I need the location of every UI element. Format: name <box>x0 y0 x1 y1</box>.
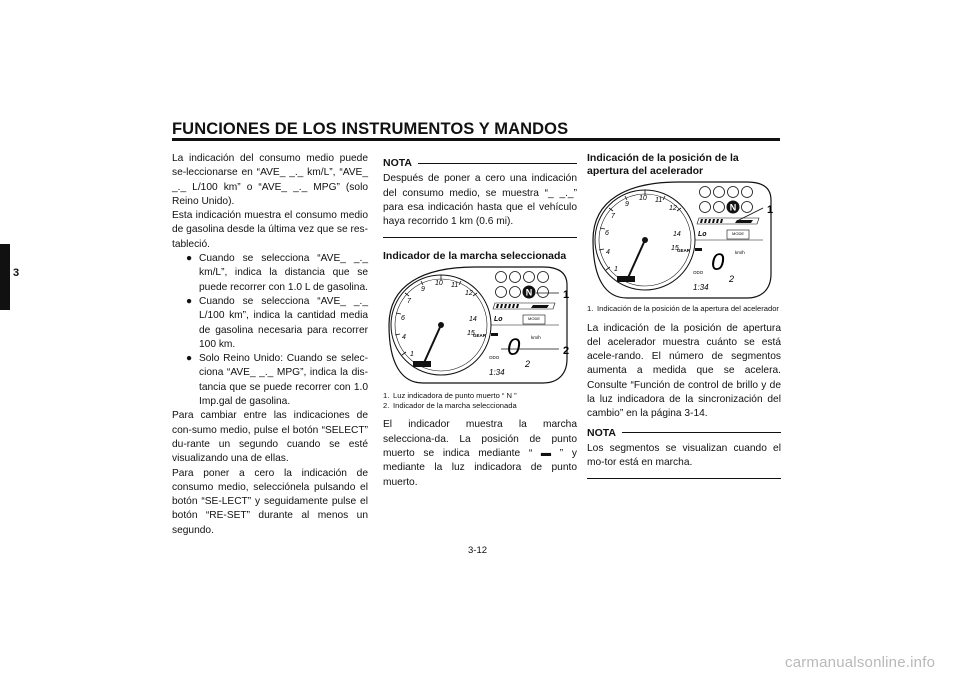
mode-label: MODE <box>528 316 540 322</box>
tach-number: 7 <box>611 213 615 220</box>
section-heading: Indicación de la posición de la apertura del acelerador <box>587 152 739 177</box>
nota-label: NOTA <box>383 157 412 169</box>
paragraph: Esta indicación muestra el consumo medio de gasolina desde la última vez que se res-tableció. <box>172 210 368 250</box>
tach-number: 6 <box>401 315 405 323</box>
clock: 1:34 <box>489 368 505 378</box>
callout-1: 1 <box>767 204 774 216</box>
odo-label: ODO <box>489 355 500 361</box>
tach-number: 9 <box>625 201 629 208</box>
tach-number: 14 <box>469 316 477 324</box>
bullet-text: Cuando se selecciona “AVE_ _._ km/L”, indica la distancia que se puede recorrer con 1.0 L de gasolina. <box>199 253 368 293</box>
instrument-panel <box>593 182 774 298</box>
gear-neutral-dash <box>695 248 702 251</box>
section-heading: Indicador de la marcha seleccionada <box>383 250 567 263</box>
tach-number: 11 <box>451 282 459 290</box>
clock: 1:34 <box>693 283 709 292</box>
fuel-indicator: Lo <box>494 316 503 324</box>
speed-value: 0 <box>711 249 725 276</box>
bullet-icon: ● <box>186 295 193 307</box>
callout-2: 2 <box>563 345 570 358</box>
column-3 <box>587 152 781 479</box>
gear-value: 2 <box>729 274 735 284</box>
tach-number: 4 <box>402 334 406 342</box>
bullet-text: Cuando se selecciona “AVE_ _._ L/100 km”, indica la cantidad media de gasolina necesaria para recorrer 100 km. <box>199 295 368 350</box>
throttle-bar <box>697 218 759 224</box>
tach-number: 15 <box>467 330 475 338</box>
bullet-item <box>172 352 368 409</box>
tach-number: 6 <box>605 230 609 237</box>
caption-number: 1. <box>587 304 594 313</box>
nota-text: Los segmentos se visualizan cuando el mo-tor está en marcha. <box>587 442 781 469</box>
tach-number: 7 <box>407 298 411 306</box>
speed-unit: km/h <box>531 335 541 341</box>
tach-number: 1 <box>614 266 618 273</box>
figure-caption <box>383 391 577 401</box>
gear-label: GEAR <box>677 248 691 253</box>
nota-rule <box>418 163 577 164</box>
chapter-number: 3 <box>13 267 20 279</box>
bullet-icon: ● <box>186 353 193 365</box>
chapter-tab <box>0 244 10 310</box>
bullet-text: Solo Reino Unido: Cuando se selec-ciona “AVE_ _._ MPG”, indica la dis-tancia que se puede recorrer con 1.0 Imp.gal de gasolina. <box>199 353 368 408</box>
gear-value: 2 <box>525 359 531 370</box>
callout-1: 1 <box>563 289 570 302</box>
odo-label: ODO <box>693 270 704 275</box>
instrument-cluster-figure <box>587 178 781 304</box>
caption-number: 1. <box>383 391 390 401</box>
tach-number: 10 <box>639 195 647 202</box>
neutral-symbol: N <box>729 202 737 213</box>
title-rule <box>172 138 780 141</box>
column-1 <box>172 152 368 538</box>
tach-number: 12 <box>465 290 473 298</box>
nota-heading <box>383 156 577 170</box>
tach-number: 10 <box>435 280 443 288</box>
speed-value: 0 <box>507 334 521 362</box>
figure-caption <box>587 304 781 314</box>
paragraph: Para cambiar entre las indicaciones de con-sumo medio, pulse el botón “SELECT” du-rante un segundo cuando se esté visualizando una de ellas. <box>172 410 368 465</box>
tach-number: 9 <box>421 286 425 294</box>
instrument-panel <box>389 267 570 383</box>
nota-end-rule <box>587 478 781 479</box>
gear-label: GEAR <box>473 333 487 339</box>
fuel-indicator: Lo <box>698 231 707 238</box>
paragraph: La indicación de la posición de apertura del acelerador muestra cuánto se está acele-rando. El número de segmentos aumenta a medida que se acelera. Consulte “Función de control de brillo y de la luz indicadora de la sincronización del cambio” en la página 3-14. <box>587 322 781 420</box>
caption-text: Indicador de la marcha seleccionada <box>393 400 517 410</box>
nota-text: Después de poner a cero una indicación del consumo medio, se muestra “_ _._” para esa indicación hasta que el vehículo haya recorrido 1 km (0.6 mi). <box>383 173 577 228</box>
bullet-item <box>172 252 368 295</box>
mode-label: MODE <box>732 231 744 236</box>
tach-number: 11 <box>655 197 663 204</box>
figure-caption <box>383 401 577 411</box>
nota-heading <box>587 426 781 440</box>
instrument-cluster-figure <box>383 263 577 391</box>
bullet-icon: ● <box>186 253 193 265</box>
speed-unit: km/h <box>735 250 745 255</box>
tach-number: 4 <box>606 249 610 256</box>
tach-number: 14 <box>673 231 681 238</box>
watermark: carmanualsonline.info <box>785 654 936 671</box>
caption-text: Luz indicadora de punto muerto “ N ” <box>393 391 517 401</box>
throttle-bar <box>493 303 555 309</box>
caption-text: Indicación de la posición de la apertura del acelerador <box>597 304 779 313</box>
neutral-symbol: N <box>525 287 533 298</box>
tach-number: 12 <box>669 205 677 212</box>
gear-neutral-dash <box>491 333 498 336</box>
tach-number: 1 <box>410 351 414 359</box>
column-2 <box>383 152 577 490</box>
nota-label: NOTA <box>587 426 616 439</box>
paragraph: El indicador muestra la marcha selecciona-da. La posición de punto muerto se indica mediante “ ▬ ” y mediante la luz indicadora de punto muerto. <box>383 419 577 488</box>
page-title: FUNCIONES DE LOS INSTRUMENTOS Y MANDOS <box>172 120 569 138</box>
paragraph: La indicación del consumo medio puede se-leccionarse en “AVE_ _._ km/L”, “AVE_ _._ L/100 km” o “AVE_ _._ MPG” (solo Reino Unido). <box>172 153 368 207</box>
tach-number: 15 <box>671 245 679 252</box>
caption-number: 2. <box>383 400 390 410</box>
nota-rule <box>622 432 781 433</box>
bullet-item <box>172 295 368 352</box>
page-number: 3-12 <box>468 545 488 556</box>
paragraph: Para poner a cero la indicación de consumo medio, selecciónela pulsando el botón “SE-LECT” y seguidamente pulse el botón “RE-SET” durante al menos un segundo. <box>172 467 368 536</box>
